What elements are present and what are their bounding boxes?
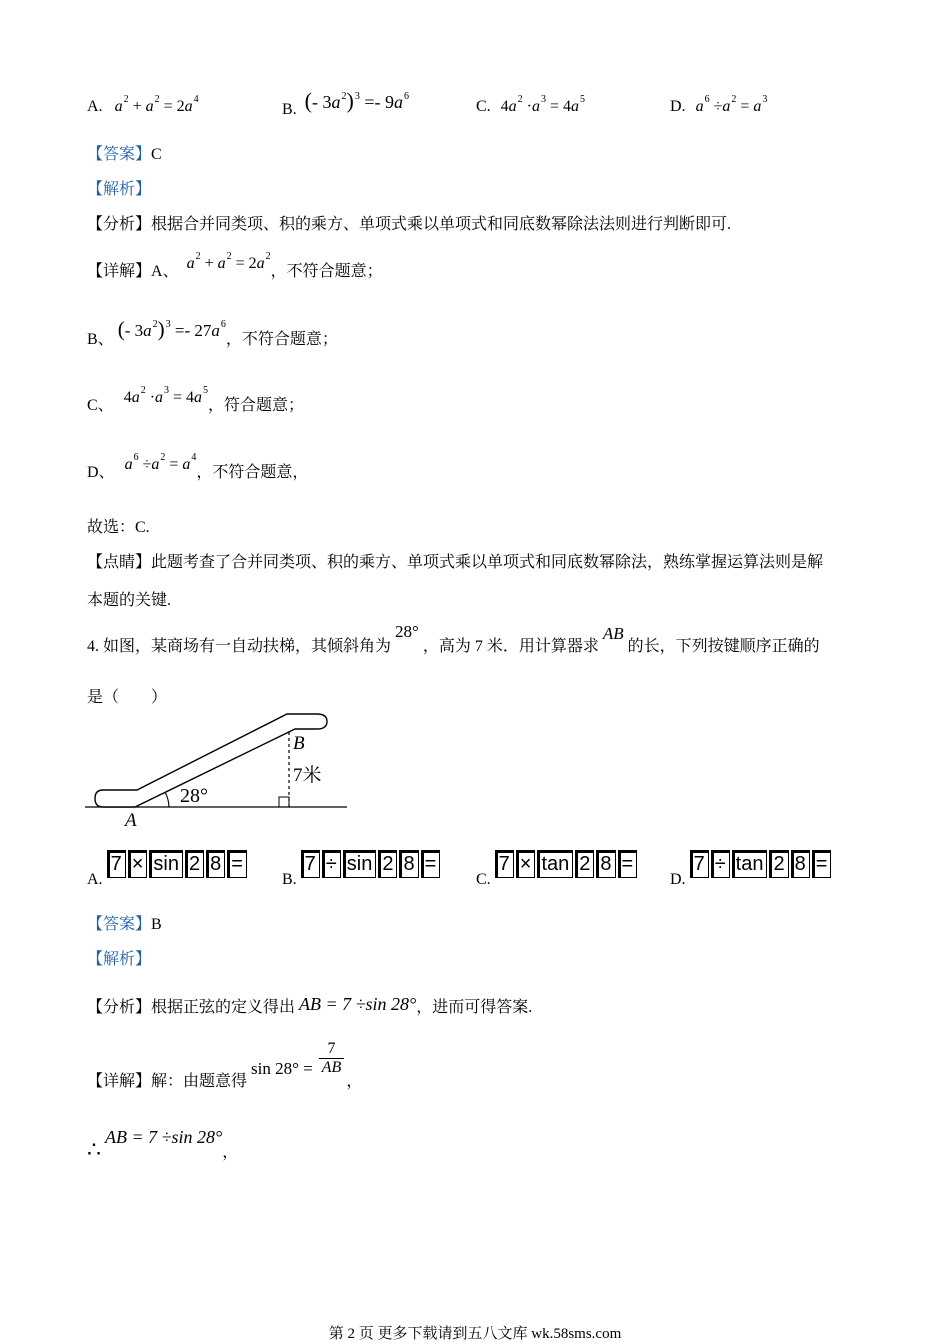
key-tan: tan (537, 850, 573, 878)
label-angle: 28° (180, 785, 208, 807)
q4-fenxi: 【分析】根据正弦的定义得出 AB = 7 ÷sin 28°，进而可得答案. (87, 994, 533, 1016)
key-sin: sin (343, 850, 377, 878)
q3-option-b: B. (- $3a^2)^3 =- 9a^6$ (282, 88, 409, 118)
q4-answer: 【答案】B (87, 916, 162, 933)
label-height: 7米 (293, 765, 322, 786)
q3-comment-line1: 【点睛】此题考查了合并同类项、积的乘方、单项式乘以单项式和同底数幂除法，熟练掌握运算法则是解 (87, 554, 824, 571)
key-7: 7 (301, 850, 320, 878)
key-7: 7 (107, 850, 126, 878)
key-divide: ÷ (711, 850, 730, 878)
q3-detail-c: C、 $4a^2 \cdot a^3 = 4a^5$，符合题意； (87, 385, 305, 414)
fraction: $\frac{7}{AB}$ (319, 1040, 345, 1077)
q4-stem-line2: 是（ ） (87, 689, 168, 706)
key-8: 8 (791, 850, 810, 878)
key-tan: tan (732, 850, 768, 878)
key-times: × (516, 850, 536, 878)
right-angle-mark (279, 797, 289, 807)
q3-comment-line2: 本题的关键. (87, 592, 172, 609)
key-8: 8 (399, 850, 418, 878)
q4-final: ∴ AB = 7 ÷sin 28°， (87, 1127, 239, 1162)
q3-analysis-tag: 【解析】 (87, 181, 152, 198)
q4-option-b: B. 7 ÷ sin 2 8 = (282, 848, 442, 880)
q3-option-d: D. $a^6 \div a^2 = a^3$ (670, 94, 768, 115)
q3-option-c: C. $4a^2 \cdot a^3 = 4a^5$ (476, 94, 586, 115)
page-footer: 第 2 页 更多下载请到五八文库 wk.58sms.com (328, 1326, 622, 1342)
label-a: A (125, 810, 137, 830)
key-8: 8 (596, 850, 615, 878)
key-divide: ÷ (322, 850, 341, 878)
q3-option-a: A. $a^2 + a^2 = 2a^4$ (87, 94, 199, 115)
q3-detail-d: D、 $a^6 \div a^2 = a^4$，不符合题意， (87, 452, 309, 481)
q4-analysis-tag: 【解析】 (87, 951, 152, 968)
key-7: 7 (495, 850, 514, 878)
key-2: 2 (769, 850, 788, 878)
key-sin: sin (149, 850, 183, 878)
q4-option-d: D. 7 ÷ tan 2 8 = (670, 848, 833, 880)
key-2: 2 (575, 850, 594, 878)
key-times: × (128, 850, 148, 878)
q3-detail-b: B、 (- $3a^2)^3 =- 27a^6$，不符合题意； (87, 317, 338, 348)
key-equals: = (812, 850, 832, 878)
q3-fenxi: 【分析】根据合并同类项、积的乘方、单项式乘以单项式和同底数幂除法法则进行判断即可. (87, 216, 732, 233)
key-8: 8 (206, 850, 225, 878)
key-2: 2 (185, 850, 204, 878)
key-2: 2 (378, 850, 397, 878)
key-equals: = (421, 850, 441, 878)
escalator-body (95, 714, 327, 807)
angle-arc (165, 792, 169, 807)
q4-stem-line1: 4. 如图，某商场有一自动扶梯，其倾斜角为 28° ，高为 7 米．用计算器求 AB 的长，下列按键顺序正确的 (87, 622, 820, 655)
key-equals: = (618, 850, 638, 878)
q3-detail-a: 【详解】A、 $a^2 + a^2 = 2a^2$，不符合题意； (87, 251, 383, 280)
q4-detail: 【详解】解：由题意得 sin 28° = $\frac{7}{AB}$ ， (87, 1040, 363, 1091)
q3-answer: 【答案】C (87, 146, 162, 163)
escalator-figure (85, 705, 350, 830)
q3-choose: 故选：C. (87, 519, 150, 536)
q4-option-c: C. 7 × tan 2 8 = (476, 848, 639, 880)
key-equals: = (227, 850, 247, 878)
key-7: 7 (690, 850, 709, 878)
label-b: B (293, 733, 305, 754)
q4-option-a: A. 7 × sin 2 8 = (87, 848, 249, 880)
